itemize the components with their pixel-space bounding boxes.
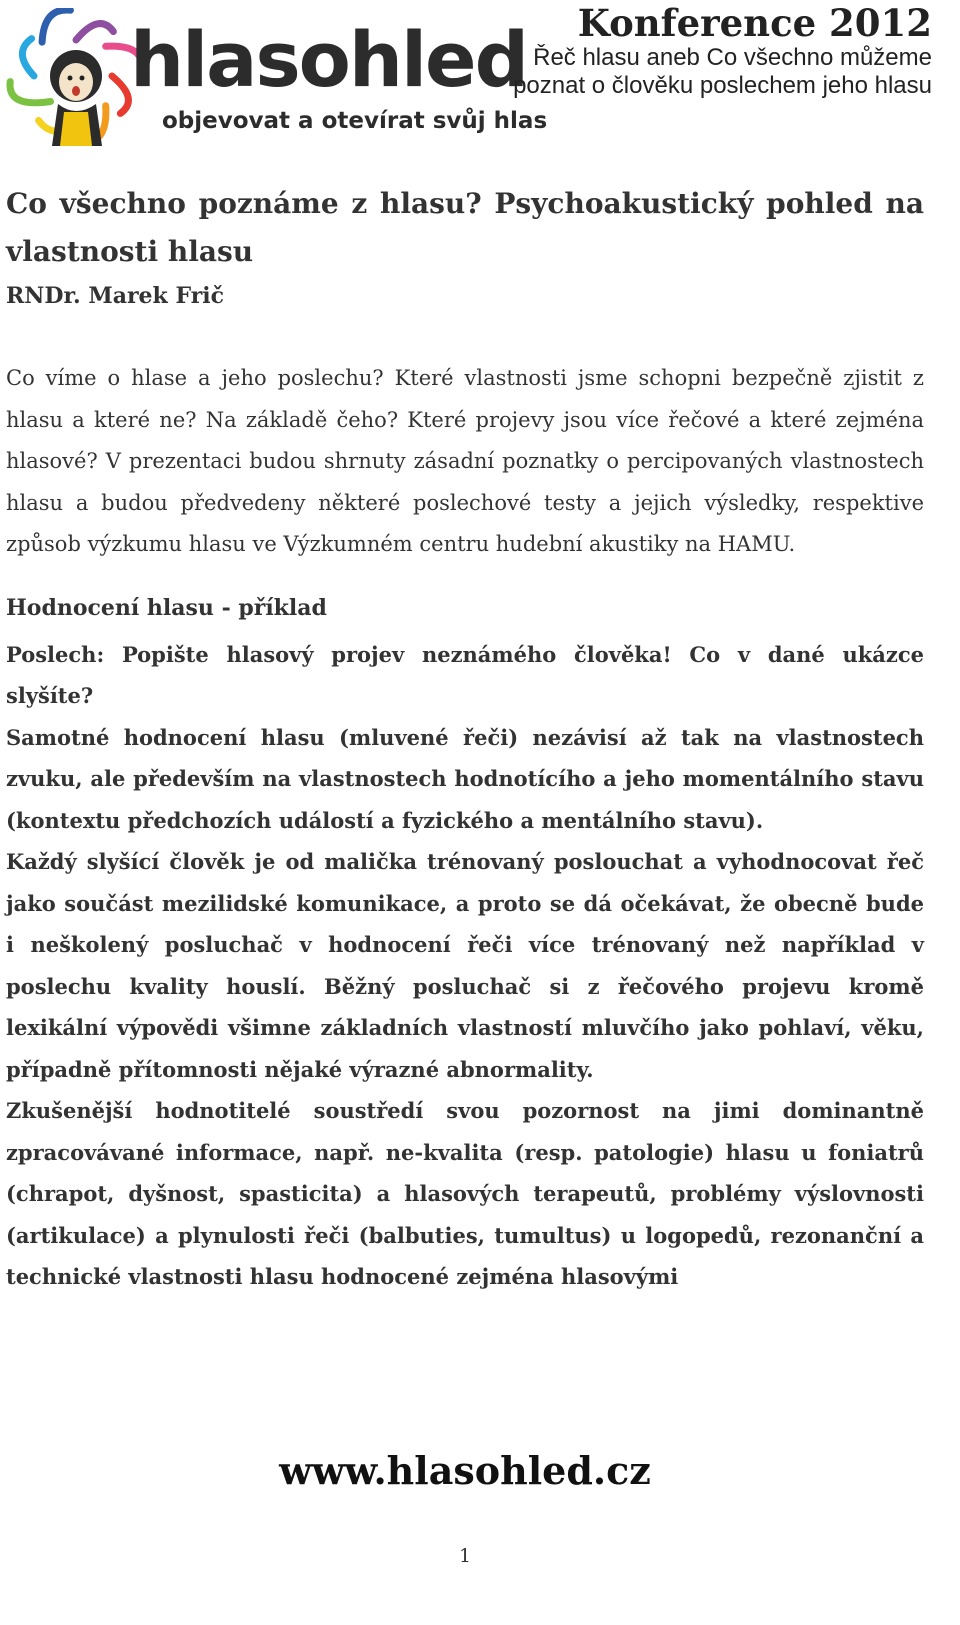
paragraph-experts: Zkušenější hodnotitelé soustředí svou pozornost na jimi dominantně zpracovávané informace, např. ne-kvalita (resp. patologie) hlasu u foniatrů (chrapot, dyšnost, spasticita) a hlasových terapeutů, problémy výslovnosti (artikulace) a plynulosti řeči (balbuties, tumultus) u logopedů, rezonanční a technické vlastnosti hlasu hodnocené zejména hlasovými bbox=[6, 1098, 924, 1289]
talk-title: Co všechno poznáme z hlasu? Psychoakustický pohled na vlastnosti hlasu bbox=[6, 187, 924, 268]
conference-block bbox=[512, 2, 932, 100]
swirl-stroke bbox=[10, 82, 51, 103]
page-header bbox=[0, 0, 960, 150]
page-number: 1 bbox=[458, 1545, 472, 1567]
author-name: RNDr. Marek Frič bbox=[6, 283, 225, 309]
article-body bbox=[6, 180, 924, 1298]
swirl-stroke bbox=[42, 10, 70, 42]
section-heading: Hodnocení hlasu - příklad bbox=[6, 594, 327, 621]
abstract-paragraph: Co víme o hlase a jeho poslechu? Které vlastnosti jsme schopni bezpečně zjistit z hlasu a které ne? Na základě čeho? Které projevy jsou více řečové a které zejména hlasové? V prezentaci budou shrnuty zásadní poznatky o percipovaných vlastnostech hlasu a budou předvedeny některé poslechové testy a jejich výsledky, respektive způsob výzkumu hlasu ve Výzkumném centru hudební akustiky na HAMU. bbox=[6, 366, 924, 556]
paragraph-evaluation: Samotné hodnocení hlasu (mluvené řeči) nezávisí až tak na vlastnostech zvuku, ale především na vlastnostech hodnotícího a jeho momentálního stavu (kontextu předchozích událostí a fyzického a mentálního stavu). bbox=[6, 724, 924, 833]
swirl-stroke bbox=[112, 76, 128, 113]
conference-subtitle: Řeč hlasu aneb Co všechno můžeme poznat o člověku poslechem jeho hlasu bbox=[513, 44, 932, 99]
paragraph-listener: Každý slyšící člověk je od malička trénovaný poslouchat a vyhodnocovat řeč jako součást mezilidské komunikace, a proto se dá očekávat, že obecně bude i neškolený posluchač v hodnocení řeči více trénovaný než například v poslechu kvality houslí. Běžný posluchač si z řečového projevu kromě lexikální výpovědi všimne základních vlastností mluvčího jako pohlaví, věku, případně přítomnosti nějaké výrazné abnormality. bbox=[6, 849, 924, 1082]
logo-slogan: objevovat a otevírat svůj hlas bbox=[162, 108, 548, 134]
conference-title: Konference 2012 bbox=[577, 1, 932, 45]
listening-task: Poslech: Popište hlasový projev neznámého člověka! Co v dané ukázce slyšíte? bbox=[6, 641, 924, 708]
swirl-stroke bbox=[76, 24, 113, 40]
hlasohled-logo bbox=[4, 8, 548, 148]
logo-wordmark: hlasohled bbox=[130, 15, 527, 104]
website-url[interactable]: www.hlasohled.cz bbox=[279, 1448, 651, 1493]
swirl-stroke bbox=[22, 39, 34, 76]
